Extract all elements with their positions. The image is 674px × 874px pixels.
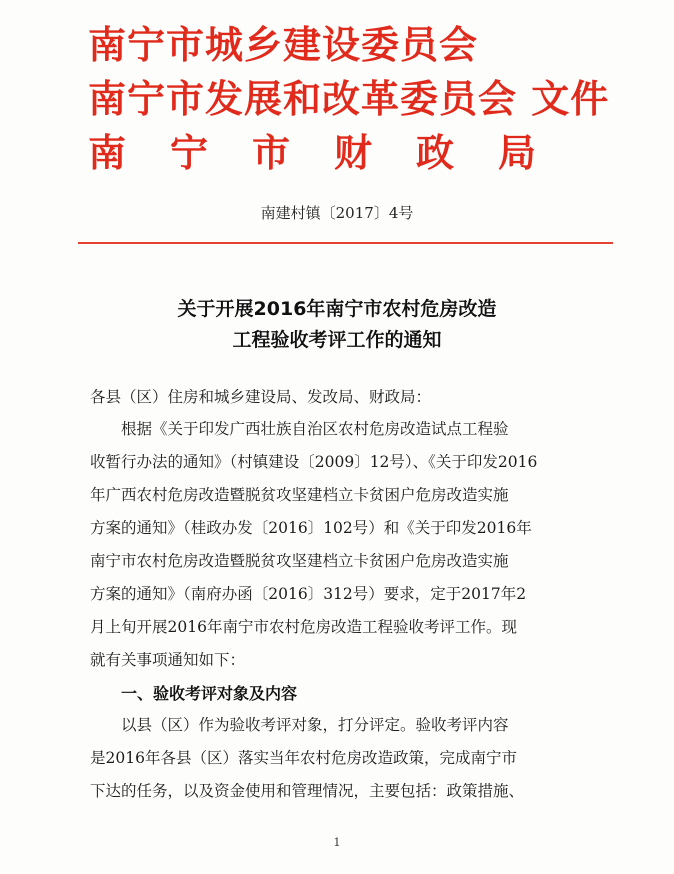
paragraph-line: 年广西农村危房改造暨脱贫攻坚建档立卡贫困户危房改造实施 — [90, 486, 509, 504]
paragraph-line: 收暂行办法的通知》（村镇建设〔2009〕12号）、《关于印发2016 — [90, 453, 538, 471]
red-divider — [78, 242, 613, 244]
issuer-line-1: 南宁市城乡建设委员会 — [88, 23, 479, 67]
title-line-1: 关于开展2016年南宁市农村危房改造 — [177, 298, 497, 320]
issuer-line-3: 南宁市财政局 — [88, 131, 581, 175]
document-number: 南建村镇〔2017〕4号 — [260, 204, 414, 222]
issuer-line-2: 南宁市发展和改革委员会 文件 — [88, 77, 610, 121]
paragraph-line: 南宁市农村危房改造暨脱贫攻坚建档立卡贫困户危房改造实施 — [90, 552, 509, 570]
paragraph-line: 下达的任务，以及资金使用和管理情况，主要包括：政策措施、 — [90, 782, 525, 800]
title-line-2: 工程验收考评工作的通知 — [232, 329, 442, 351]
section-heading: 一、验收考评对象及内容 — [121, 684, 298, 703]
paragraph-line: 根据《关于印发广西壮族自治区农村危房改造试点工程验 — [121, 420, 509, 438]
paragraph-line: 是2016年各县（区）落实当年农村危房改造政策，完成南宁市 — [90, 749, 517, 767]
paragraph-line: 方案的通知》（桂政办发〔2016〕102号）和《关于印发2016年 — [90, 519, 532, 537]
paragraph-line: 月上旬开展2016年南宁市农村危房改造工程验收考评工作。现 — [90, 618, 517, 636]
page-number: 1 — [333, 836, 341, 849]
paragraph-line: 就有关事项通知如下： — [90, 651, 246, 669]
addressee: 各县（区）住房和城乡建设局、发改局、财政局： — [90, 388, 432, 406]
paragraph-line: 方案的通知》（南府办函〔2016〕312号）要求，定于2017年2 — [90, 585, 527, 603]
paragraph-line: 以县（区）作为验收考评对象，打分评定。验收考评内容 — [121, 716, 509, 734]
